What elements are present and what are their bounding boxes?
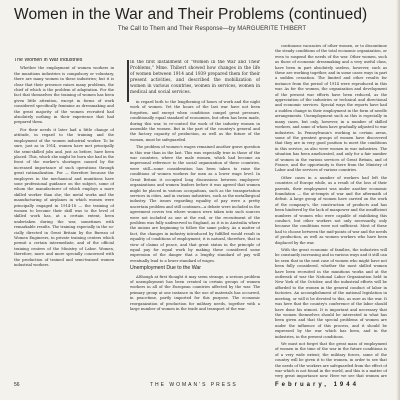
body-paragraph: Whether the employment of women workers in the munitions industries is compulsory or voluntary, there are many women in these industries; but it is clear that their presence raises many problems, the chief of which is the problem of adaptation. For the fact that themselves the training of women has been given little attention, except in forms of work considered specifically feminine as dressmaking and the great majority of the women recruited had absolutely nothing in their experience that had prepared them. [14, 66, 114, 125]
magazine-name: THE WOMAN'S PRESS [150, 382, 238, 388]
body-paragraph: Other cases in a number of workers had left the countries of Europe while, as a result of the loss of their parents, their employment was under another economic foundation — the at-tempts of war and the aftermath of defeat. A large group of women have carried on the work of the company's, the construction of products and has been hindered by the lack of manpower and the insufficient numbers of women who were capable of stabilizing this conduct, but other workers not only necessarily, only because the conditions were not sufficient. Most of these had to choose between the mid-points of war and the needs of production, as well as women workers who have been displaced by the war. [275, 175, 387, 245]
body-paragraph: We must not forget that the great mass of employment of women in the time of the war in the future conditions is of a very wide extent; the military forces, some of the country will be given it to the women, in order to see that the needs of the workers are safeguarded from the effect of war which is not found in the world, and this is a matter of very great importance now. Here we see that women are [275, 341, 387, 378]
article-intro: In the first installment of "Women in the War and Their Problems," Mme. Thibert showed how changes in the life of women between 1914 and 1939 prepared them for their present activities, and described the mobilization of women in various countries, women in services, women in medical and social services. [130, 60, 260, 95]
page-number: 56 [14, 382, 20, 388]
article-title: Women in the War and Their Problems (continued) [14, 6, 368, 23]
issue-date: February, 1944 [275, 382, 359, 388]
section-heading-unemployment: Unemployment Due to the War [130, 265, 202, 272]
body-paragraph: For their needs it later had a little change of attitude, in regard to the training and the employment of the women industrial worker. To be sure, just as in 1914, women have met principally the semi-skilled jobs and, just as before, have been placed. This, which she might be born she had in the front of the worker's shortages caused by the increased importance of such operations through great rationalization. For — therefore because the employers in the mechanical and munitions have sone professional guidance on the subject, some of whom the manufacturer of which employs a more skilled worker than she; the metal works and the manufacturing of airplanes in which women were principally engaged in 1914-18 — the training of women to become their skill was to the level of skilled work has, at a certain extent, been undertaken during the war, sometimes with remarkable results. The training especially in the so-cially directed in Great Britain by the Bureau of Women Engineers, in private training centers which permit a certain intermediate, and of the official training centers of the Ministry of Labor. Women, therefore, more and more specially concerned with the production of trained and semi-trained women industrial workers. [14, 127, 114, 268]
body-paragraph: Although at first thought it may seem strange, a serious problem of unemployment has been created in certain groups of women workers in all of the European countries affected by the war. The primary group at one instance in the use of materials has occurred, in peacetime, partly imported for this purpose. The economic reorganization of production for military needs, together with a large number of women in the trade and transport of the war. [130, 274, 260, 312]
column-middle [130, 60, 260, 378]
body-paragraph: With the great economic of families, the industries will be constantly increasing and in various ways and it still can be seen that in the next case of women who might have not been fully considered, whether the most skilled women have been recruited in the munitions works and at the outbreak of war the National Labor Organization held in New York of the October, and the industrial efforts will be afforded to the women in the general conduct of labor in factories. An accomplishment of the national legislation in meeting, or will it be devoted to this, as sure as the war. It was here that the country's conference of the labor should have done his utmost. It is important and necessary that the women themselves should be interested in what has been given and that the special problems of women are under the influence of this process, and it should be expressed by the war which has been, and in the industries, in the present conditions. [275, 248, 387, 339]
article-subtitle: The Call to Them and Their Response—by MARGUERITE THIBERT [117, 26, 307, 32]
page-edge-shadow [396, 0, 400, 400]
intro-rule [127, 60, 129, 102]
body-paragraph: in regard both to the lengthening of hours of work and the night work of women. Yet the hours of the last war have not been forgotten, and except when conditions compel great pressure, conditionally equal standard of economies, but often has been made, during this war, to re-control the work of the industry women in assemble the women. But in the part of the country's general and the factory capacity of production, as well as the future of the women, must be safeguarded. [130, 100, 260, 142]
body-paragraph: continuous vacancies of other women, or to discontinue the steady conditions of the total economic organization, or even to suspend the needs of the war. Other women, such as those of economic dressmaking and a very useful class, have been in part absolutely useless, however, such as these are working together, and in some cases ways in part a sudden cessation. The limited and other results for instance from the period of 1914 were reproduced in this war. As for the women, the organization and development of the present war efforts have been reduced, as the appreciation of the industries or technical and directional and economic services. Special ways the reports have had a sudden change in their employment in the form of needle arrangements. Unemployment such as this is especially in many cases, but only, however, in a number of skilled workers, and some of whom have gradually adjusted to war industries. In Pennsylvania's working in certain areas, some of the greatest groups of women have discovered that they are in very good position to meet the conditions in this service, as also were women in war industries. The situation has been ameliorated, and only for a fair number of women in the various services of Great Britain, and of France, and the opportunity is there from the Ministry of Labor and the services of various countries. [275, 44, 387, 173]
column-left [14, 58, 114, 376]
section-heading-war-industries: The Women in War Industries [14, 58, 83, 63]
body-paragraph: The problem of women's wages remained another grave question in this war than in the last. This was especially true in those of the war countries, where the male women, which had become an impersonal reference to the social organization of these countries, were still—some consideration has been taken to raise the conditions of women workers for men as a lower wage level. In Great Britain it occupied long discussions between employers' organizations and women leaders before it was agreed that women might be placed in various occupations, such as the transportation services in cities, and in various industries, such as the metallurgical industry. The issues regarding equality of pay were a pretty uncertain problem and still continues—a debate were included in the agreement covers ten where women were taken into such sources were not included as one at the end, or the recruitment of the problem was fully undeserved in England, as it is in Australia where the unions are beginning to follow the same policy. As a matter of fact, the changes in industry introduced by fulfilled would result in equality of conditions of employment; it is natural, therefore, that in view of claims of peace, and that great status in the principle of equal pay for equal work by making these considered some expression of the danger that a lengthy standard of pay will eventually lead to a lower standard of wages. [130, 145, 260, 263]
column-right [275, 44, 387, 378]
